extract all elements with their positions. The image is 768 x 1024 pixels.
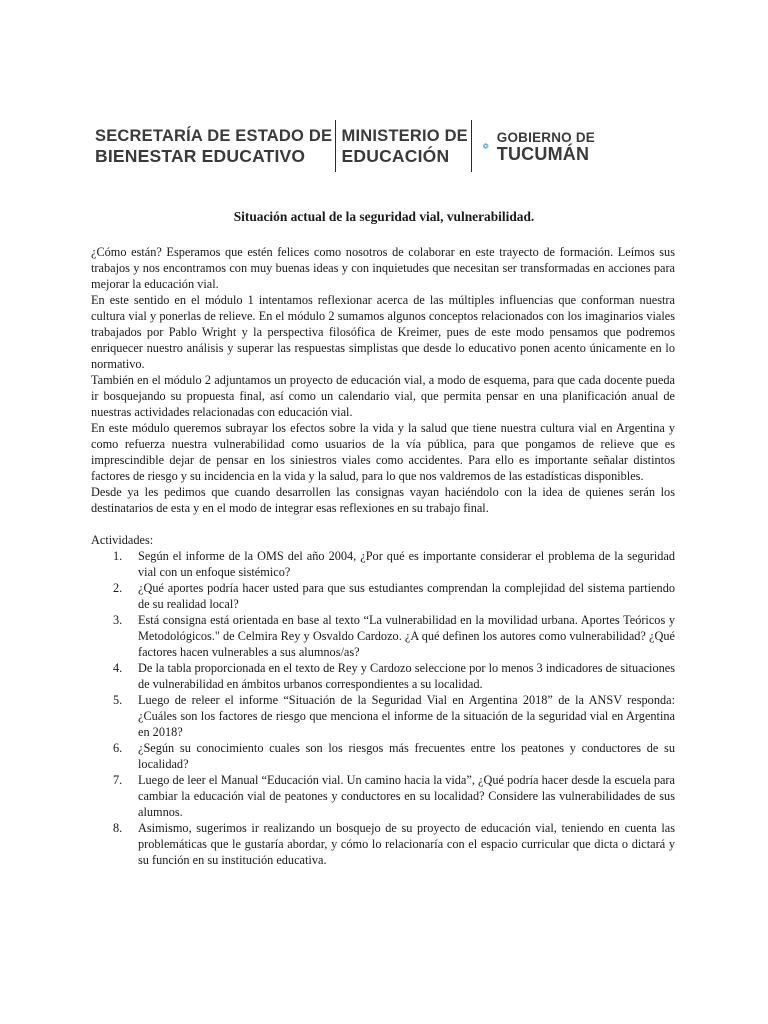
activity-number: 8. xyxy=(113,821,123,835)
activity-number: 7. xyxy=(113,773,123,787)
gobierno-logo-line2: TUCUMÁN xyxy=(496,144,590,164)
activities-list xyxy=(91,548,675,868)
activity-text: Está consigna está orientada en base al texto “La vulnerabilidad en la movilidad urbana. Aportes Teóricos y Metodológicos." de Celmira Rey y Osvaldo Cardozo. ¿A qué definen los autores como vulnerabilidad? ¿Qué factores hacen vulnerables a sus alumnos/as? xyxy=(138,613,675,659)
activity-number: 6. xyxy=(113,741,123,755)
secretaria-logo xyxy=(95,126,332,166)
activity-item xyxy=(91,692,675,740)
activity-number: 1. xyxy=(113,549,123,563)
activity-item xyxy=(91,660,675,692)
ministerio-logo xyxy=(342,126,468,166)
activity-item xyxy=(91,740,675,772)
activity-text: Luego de releer el informe “Situación de la Seguridad Vial en Argentina 2018” de la ANSV responda: ¿Cuáles son los factores de riesgo que menciona el informe de la situación de la seguridad vial en Argentina en 2018? xyxy=(138,693,675,739)
institutional-header xyxy=(95,118,595,174)
activity-number: 4. xyxy=(113,661,123,675)
activity-text: De la tabla proporcionada en el texto de Rey y Cardozo seleccione por lo menos 3 indicadores de situaciones de vulnerabilidad en ámbitos urbanos correspondientes a su localidad. xyxy=(138,661,675,691)
secretaria-logo-line2: BIENESTAR EDUCATIVO xyxy=(95,146,306,166)
activity-item xyxy=(91,772,675,820)
activity-item xyxy=(91,612,675,660)
paragraph: Desde ya les pedimos que cuando desarrollen las consignas vayan haciéndolo con la idea de quienes serán los destinatarios de esta y en el modo de integrar esas reflexiones en su trabajo final. xyxy=(91,485,675,515)
secretaria-logo-line1: SECRETARÍA DE ESTADO DE xyxy=(95,127,333,145)
paragraph: También en el módulo 2 adjuntamos un proyecto de educación vial, a modo de esquema, para que cada docente pueda ir bosquejando su propuesta final, así como un calendario vial, que permita pensar en una planificación anual de nuestras actividades relacionadas con educación vial. xyxy=(91,373,675,419)
activity-item xyxy=(91,548,675,580)
ministerio-logo-line1: MINISTERIO DE xyxy=(341,127,468,145)
activity-number: 5. xyxy=(113,693,123,707)
activity-item xyxy=(91,820,675,868)
activity-number: 2. xyxy=(113,581,123,595)
activity-number: 3. xyxy=(113,613,123,627)
activity-text: Luego de leer el Manual “Educación vial. Un camino hacia la vida”, ¿Qué podría hacer desde la escuela para cambiar la educación vial de peatones y conductores en su localidad? Considere las vulnerabilidades de sus alumnos. xyxy=(138,773,675,819)
gobierno-logo xyxy=(497,129,595,163)
gobierno-logo-line1: GOBIERNO DE xyxy=(496,130,595,145)
activity-text: Asimismo, sugerimos ir realizando un bosquejo de su proyecto de educación vial, teniendo en cuenta las problemáticas que le gustaría abordar, y cómo lo relacionaría con el espacio curricular que dicta o dictará y su función en su institución educativa. xyxy=(138,821,675,867)
gobierno-seal-icon xyxy=(483,124,489,168)
paragraph: En este sentido en el módulo 1 intentamos reflexionar acerca de las múltiples influencias que conforman nuestra cultura vial y ponerlas de relieve. En el módulo 2 sumamos algunos conceptos relacionados con los imaginarios viales trabajados por Pablo Wright y la perspectiva filosófica de Kreimer, pues de este modo pensamos que podremos enriquecer nuestro análisis y superar las respuestas simplistas que desde lo educativo ponen acento únicamente en lo normativo. xyxy=(91,293,675,371)
document-body xyxy=(91,244,675,868)
activities-heading: Actividades: xyxy=(91,533,154,547)
paragraph: ¿Cómo están? Esperamos que estén felices como nosotros de colaborar en este trayecto de formación. Leímos sus trabajos y nos encontramos con muy buenas ideas y con inquietudes que necesitan ser transformadas en acciones para mejorar la educación vial. xyxy=(91,245,675,291)
activity-text: ¿Qué aportes podría hacer usted para que sus estudiantes comprendan la complejidad del sistema partiendo de su realidad local? xyxy=(138,581,675,611)
paragraph: En este módulo queremos subrayar los efectos sobre la vida y la salud que tiene nuestra cultura vial en Argentina y como refuerza nuestra vulnerabilidad como usuarios de la vía pública, para que pongamos de relieve que es imprescindible dejar de pensar en los siniestros viales como accidentes. Para ello es importante señalar distintos factores de riesgo y su incidencia en la vida y la salud, para lo que nos valdremos de las estadísticas disponibles. xyxy=(91,421,675,483)
activity-item xyxy=(91,580,675,612)
activity-text: Según el informe de la OMS del año 2004, ¿Por qué es importante considerar el problema de la seguridad vial con un enfoque sistémico? xyxy=(138,549,675,579)
activity-text: ¿Según su conocimiento cuales son los riesgos más frecuentes entre los peatones y conductores de su localidad? xyxy=(138,741,675,771)
ministerio-logo-line2: EDUCACIÓN xyxy=(341,146,450,166)
document-title: Situación actual de la seguridad vial, vulnerabilidad. xyxy=(233,209,535,224)
